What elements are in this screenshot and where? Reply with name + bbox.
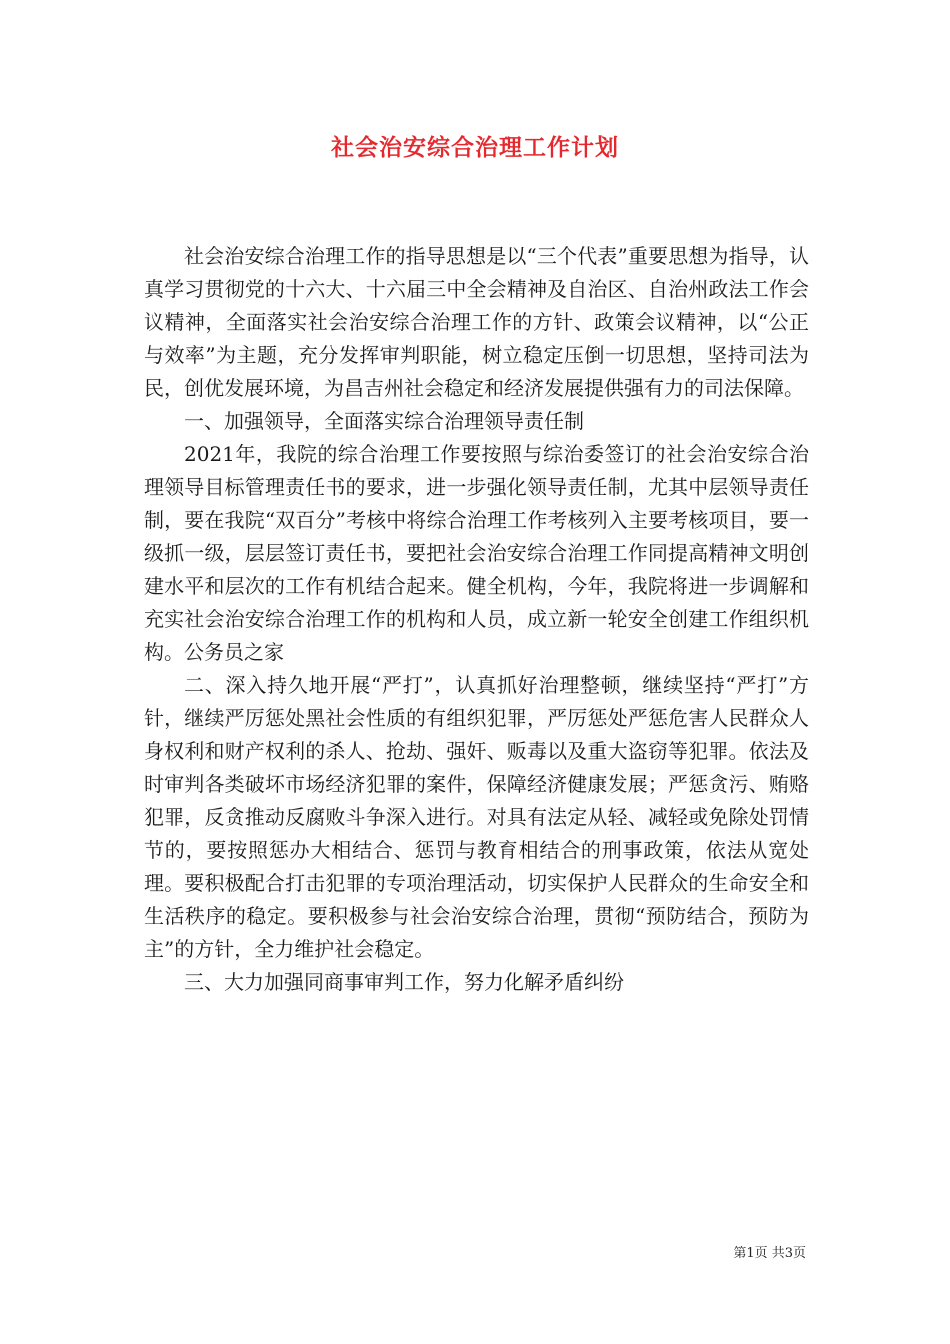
document-body: [144, 240, 809, 999]
section-heading-1: 一、加强领导，全面落实综合治理领导责任制: [184, 409, 584, 433]
paragraph-section-1: 2021年，我院的综合治理工作要按照与综治委签订的社会治安综合治理领导目标管理责任书的要求，进一步强化领导责任制，尤其中层领导责任制，要在我院“双百分”考核中将综合治理工作考核列入主要考核项目，要一级抓一级，层层签订责任书，要把社会治安综合治理工作同提高精神文明创建水平和层次的工作有机结合起来。健全机构，今年，我院将进一步调解和充实社会治安综合治理工作的机构和人员，成立新一轮安全创建工作组织机构。公务员之家: [144, 442, 809, 664]
paragraph-section-2: 二、深入持久地开展“严打”，认真抓好治理整顿，继续坚持“严打”方针，继续严厉惩处黑社会性质的有组织犯罪，严厉惩处严惩危害人民群众人身权利和财产权利的杀人、抢劫、强奸、贩毒以及重大盗窃等犯罪。依法及时审判各类破坏市场经济犯罪的案件，保障经济健康发展；严惩贪污、贿赂犯罪，反贪推动反腐败斗争深入进行。对具有法定从轻、减轻或免除处罚情节的，要按照惩办大相结合、惩罚与教育相结合的刑事政策，依法从宽处理。要积极配合打击犯罪的专项治理活动，切实保护人民群众的生命安全和生活秩序的稳定。要积极参与社会治安综合治理，贯彻“预防结合，预防为主”的方针，全力维护社会稳定。: [144, 673, 809, 961]
page-number: 第1页 共3页: [733, 1246, 806, 1261]
section-heading-3: 三、大力加强同商事审判工作，努力化解矛盾纠纷: [184, 970, 624, 994]
document-title: 社会治安综合治理工作计划: [331, 134, 619, 161]
paragraph-intro: 社会治安综合治理工作的指导思想是以“三个代表”重要思想为指导，认真学习贯彻党的十六大、十六届三中全会精神及自治区、自治州政法工作会议精神，全面落实社会治安综合治理工作的方针、政策会议精神，以“公正与效率”为主题，充分发挥审判职能，树立稳定压倒一切思想，坚持司法为民，创优发展环境，为昌吉州社会稳定和经济发展提供强有力的司法保障。: [144, 244, 809, 400]
